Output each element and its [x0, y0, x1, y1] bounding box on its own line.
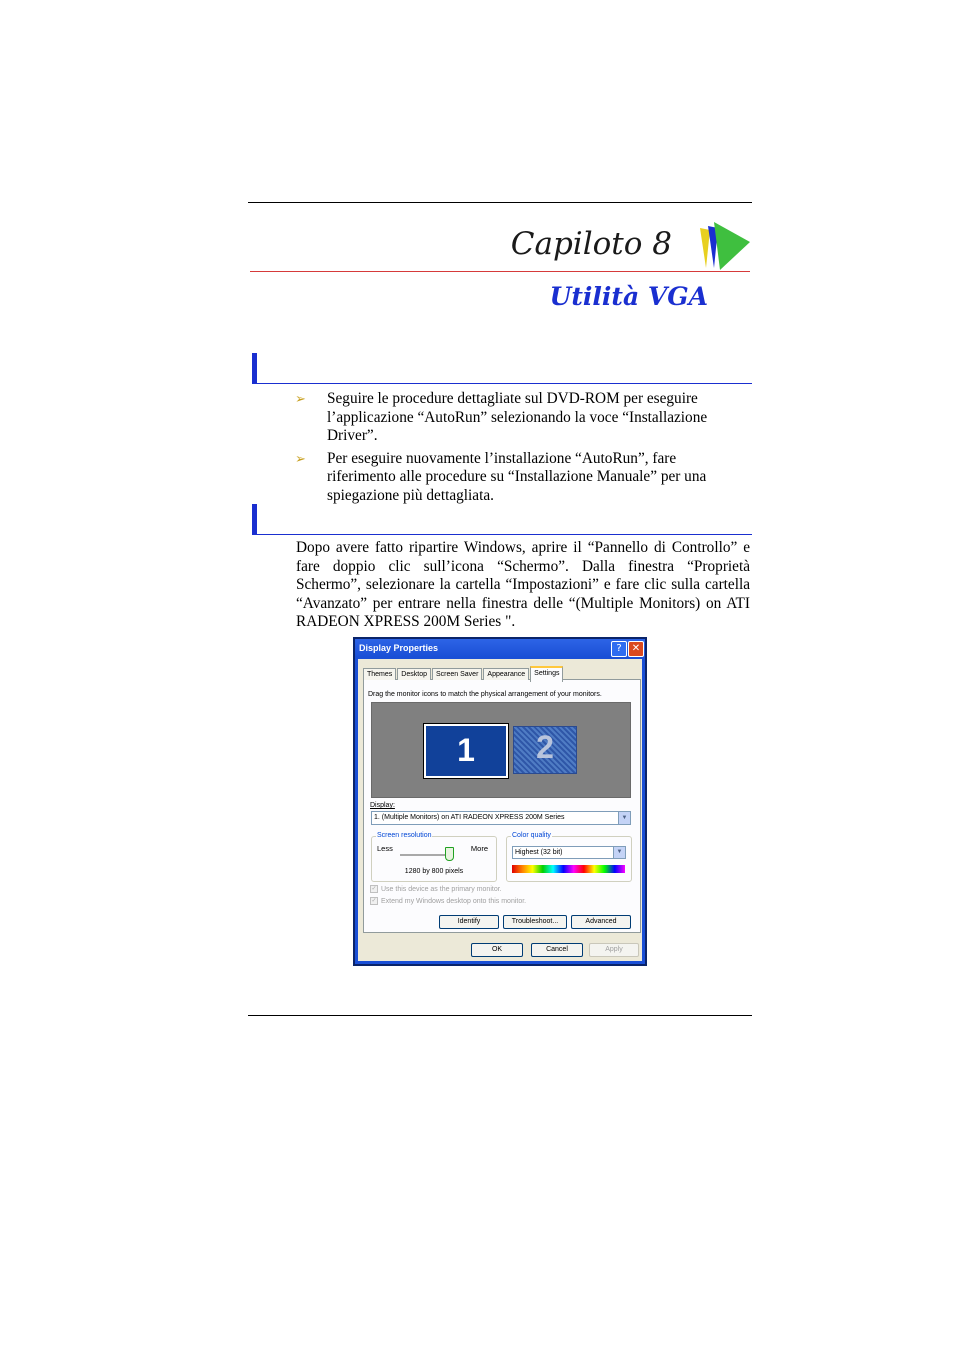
arrow-bullet-icon: ➢	[295, 451, 306, 467]
section-1-bar	[252, 353, 257, 383]
arrow-bullet-icon: ➢	[295, 392, 306, 407]
dialog-titlebar[interactable]	[355, 639, 645, 659]
top-rule	[248, 202, 752, 203]
chevron-down-icon[interactable]: ▼	[618, 812, 630, 824]
list-item: ➢ Seguire le procedure dettagliate sul DVD-ROM per eseguire l’applicazione “AutoRun” selezionando la voce “Installazione Driver”.	[295, 390, 708, 444]
dialog-title: Display Properties	[359, 643, 439, 653]
dialog-body	[358, 659, 642, 961]
checkbox-icon: ✓	[371, 898, 377, 904]
resolution-slider-thumb[interactable]	[445, 847, 454, 861]
chapter-rule	[250, 271, 750, 272]
chapter-logo-icon	[694, 220, 752, 272]
cancel-button[interactable]: Cancel	[531, 943, 583, 957]
monitor-1[interactable]: 1	[424, 724, 508, 778]
color-quality-select[interactable]: Highest (32 bit) ▼	[512, 846, 626, 859]
screen-resolution-group: Screen resolution Less More 1280 by 800 pixels	[371, 836, 497, 882]
monitor-2[interactable]: 2	[513, 726, 577, 774]
color-quality-group: Color quality Highest (32 bit) ▼	[506, 836, 632, 882]
section-2-bar	[252, 504, 257, 534]
help-icon[interactable]: ?	[611, 641, 627, 657]
bullet-list	[295, 390, 735, 509]
tab-settings[interactable]: Settings	[530, 666, 563, 682]
extend-desktop-checkbox[interactable]: ✓ Extend my Windows desktop onto this monitor.	[371, 897, 527, 905]
instructions-paragraph: Dopo avere fatto ripartire Windows, aprire il “Pannello di Controllo” e fare doppio clic sull’icona “Schermo”. Dalla finestra “Proprietà Schermo”, selezionare la cartella “Impostazioni” e fare clic sulla cartella “Avanzato” per entrare nella finestra delle “(Multiple Monitors) on ATI RADEON XPRESS 200M Series ".	[296, 539, 750, 631]
chapter-subtitle: Utilità VGA	[549, 282, 708, 311]
tab-appearance[interactable]: Appearance	[483, 668, 529, 680]
identify-button[interactable]: Identify	[439, 915, 499, 929]
section-1-line	[252, 383, 752, 384]
tab-strip	[363, 666, 564, 679]
close-icon[interactable]: ✕	[628, 641, 644, 657]
bottom-rule	[248, 1015, 752, 1016]
monitor-arrangement-area	[371, 702, 631, 798]
display-properties-dialog	[353, 637, 647, 966]
tab-screen-saver[interactable]: Screen Saver	[432, 668, 482, 680]
troubleshoot-button[interactable]: Troubleshoot...	[503, 915, 567, 929]
monitor-instruction: Drag the monitor icons to match the physical arrangement of your monitors.	[368, 691, 602, 698]
ok-button[interactable]: OK	[471, 943, 523, 957]
list-item: ➢ Per eseguire nuovamente l’installazione “AutoRun”, fare riferimento alle procedure su “Installazione Manuale” per una spiegazione più dettagliata.	[295, 449, 707, 504]
tab-themes[interactable]: Themes	[363, 668, 396, 680]
primary-monitor-checkbox[interactable]: ✓ Use this device as the primary monitor.	[371, 885, 502, 893]
color-spectrum	[512, 865, 625, 873]
section-2-line	[252, 534, 752, 535]
display-select[interactable]: 1. (Multiple Monitors) on ATI RADEON XPRESS 200M Series ▼	[371, 811, 631, 825]
apply-button[interactable]: Apply	[589, 943, 639, 957]
checkbox-icon: ✓	[371, 886, 377, 892]
advanced-button[interactable]: Advanced	[571, 915, 631, 929]
chevron-down-icon[interactable]: ▼	[613, 847, 625, 858]
chapter-title: Capiloto 8	[510, 226, 672, 262]
tab-desktop[interactable]: Desktop	[397, 668, 431, 680]
resolution-value: 1280 by 800 pixels	[404, 868, 464, 875]
display-label: Display:	[370, 802, 395, 809]
